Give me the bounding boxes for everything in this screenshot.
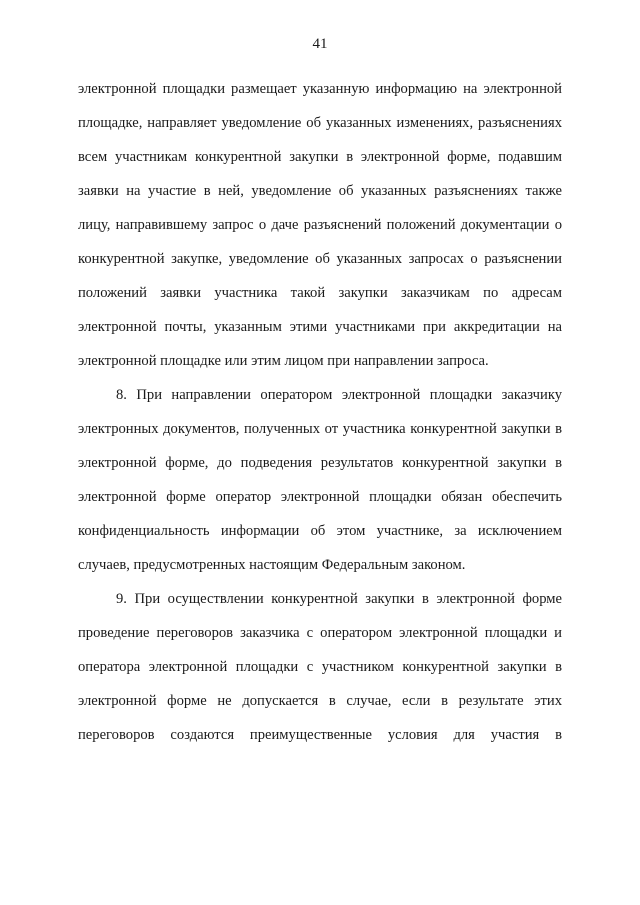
paragraph-continuation: электронной площадки размещает указанную информацию на электронной площадке, направляет уведомление об указанных изменениях, разъяснениях всем участникам конкурентной закупки в электронной форме, подавшим заявки на участие в ней, уведомление об указанных разъяснениях также лицу, направившему запрос о даче разъяснений положений документации о конкурентной закупке, уведомление об указанных запросах о разъяснении положений заявки участника такой закупки заказчикам по адресам электронной почты, указанным этими участниками при аккредитации на электронной площадке или этим лицом при направлении запроса. — [78, 81, 562, 369]
page-number: 41 — [312, 36, 328, 52]
paragraph-item-9: 9. При осуществлении конкурентной закупки в электронной форме проведение переговоров заказчика с оператором электронной площадки и оператора электронной площадки с участником конкурентной закупки в электронной форме не допускается в случае, если в результате этих переговоров создаются преимущественные условия для участия в — [78, 591, 562, 743]
page-body — [78, 72, 562, 752]
paragraph-item-8: 8. При направлении оператором электронной площадки заказчику электронных документов, полученных от участника конкурентной закупки в электронной форме, до подведения результатов конкурентной закупки в электронной форме оператор электронной площадки обязан обеспечить конфиденциальность информации об этом участнике, за исключением случаев, предусмотренных настоящим Федеральным законом. — [78, 387, 562, 573]
